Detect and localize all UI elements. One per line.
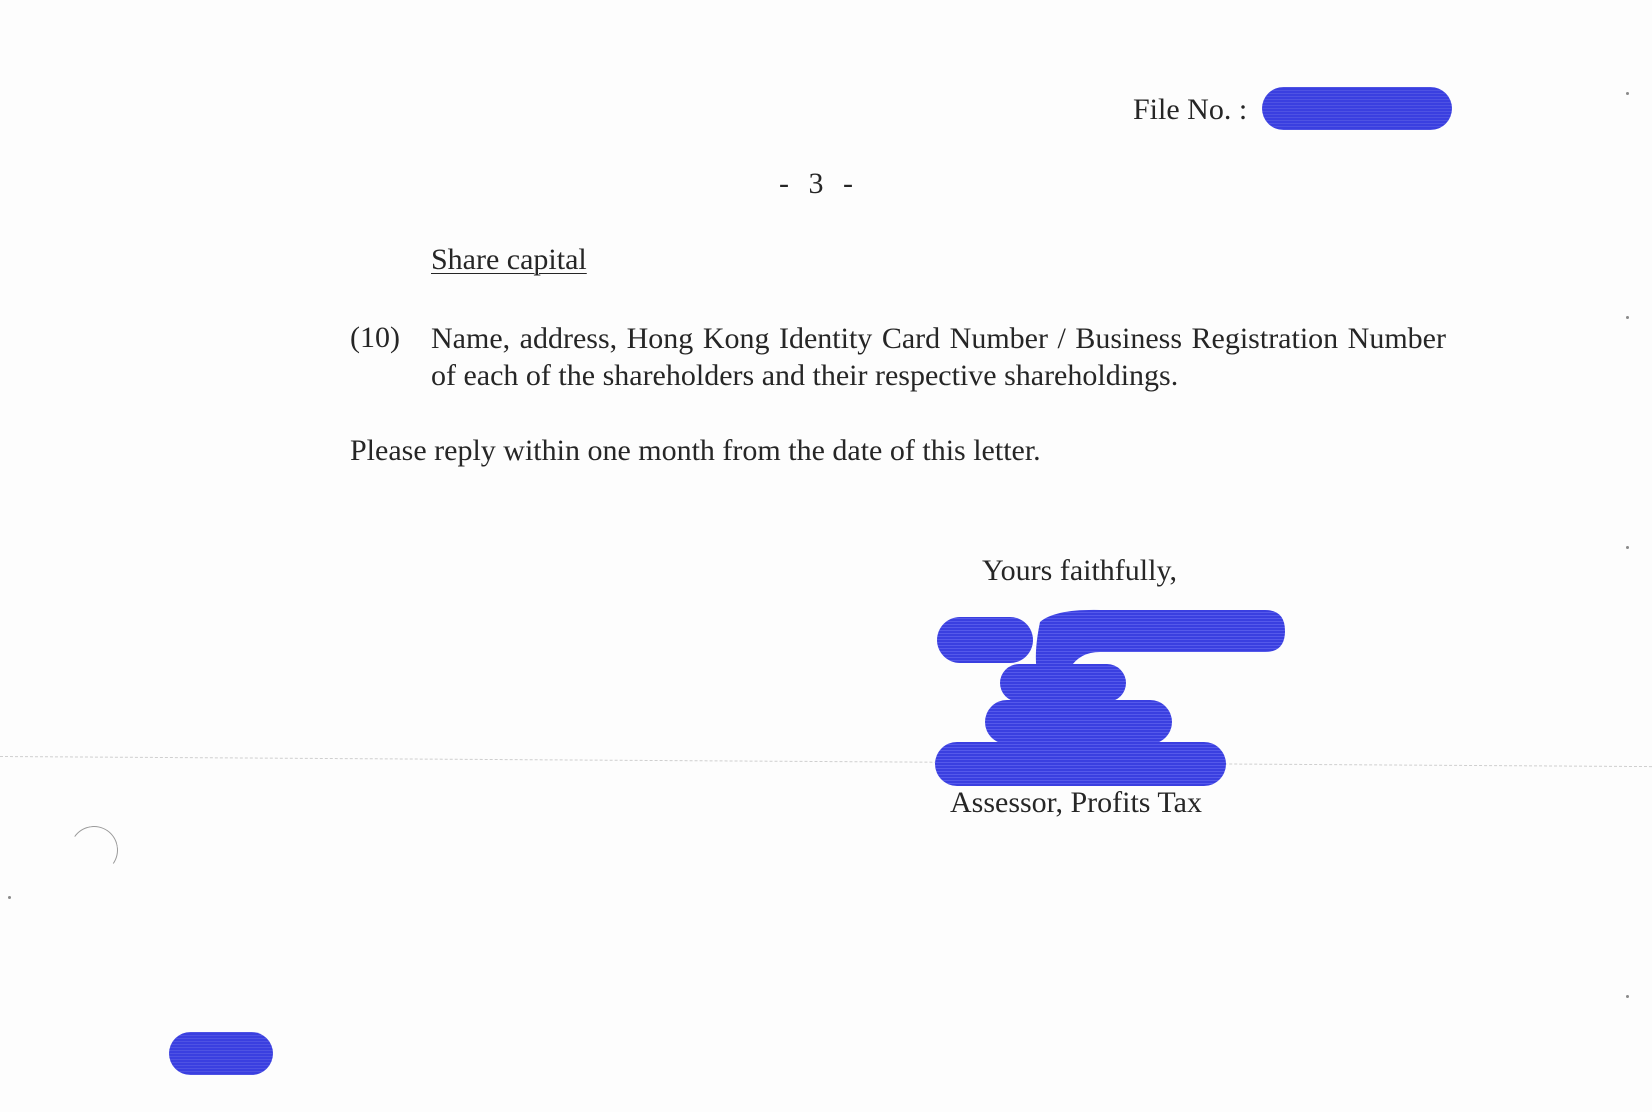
item-text: Name, address, Hong Kong Identity Card Number / Business Registration Number of each of the shareholders and their respective shareholdings. — [431, 322, 1446, 392]
fold-line — [0, 756, 1652, 767]
file-number-redaction — [1262, 87, 1452, 130]
section-heading: Share capital — [431, 243, 587, 276]
signatory-title: Assessor, Profits Tax — [950, 786, 1202, 819]
punch-hole-mark — [66, 822, 122, 878]
closing-salutation: Yours faithfully, — [982, 554, 1178, 587]
page-number: - 3 - — [779, 167, 859, 200]
reply-note: Please reply within one month from the date of this letter. — [350, 434, 1041, 467]
footer-redaction — [169, 1032, 273, 1075]
speck — [1626, 546, 1629, 549]
speck — [1626, 316, 1629, 319]
speck — [1626, 92, 1629, 95]
speck — [1626, 995, 1629, 998]
speck — [8, 896, 11, 899]
item-number: (10) — [350, 321, 400, 354]
file-number-label: File No. : — [1133, 93, 1248, 126]
